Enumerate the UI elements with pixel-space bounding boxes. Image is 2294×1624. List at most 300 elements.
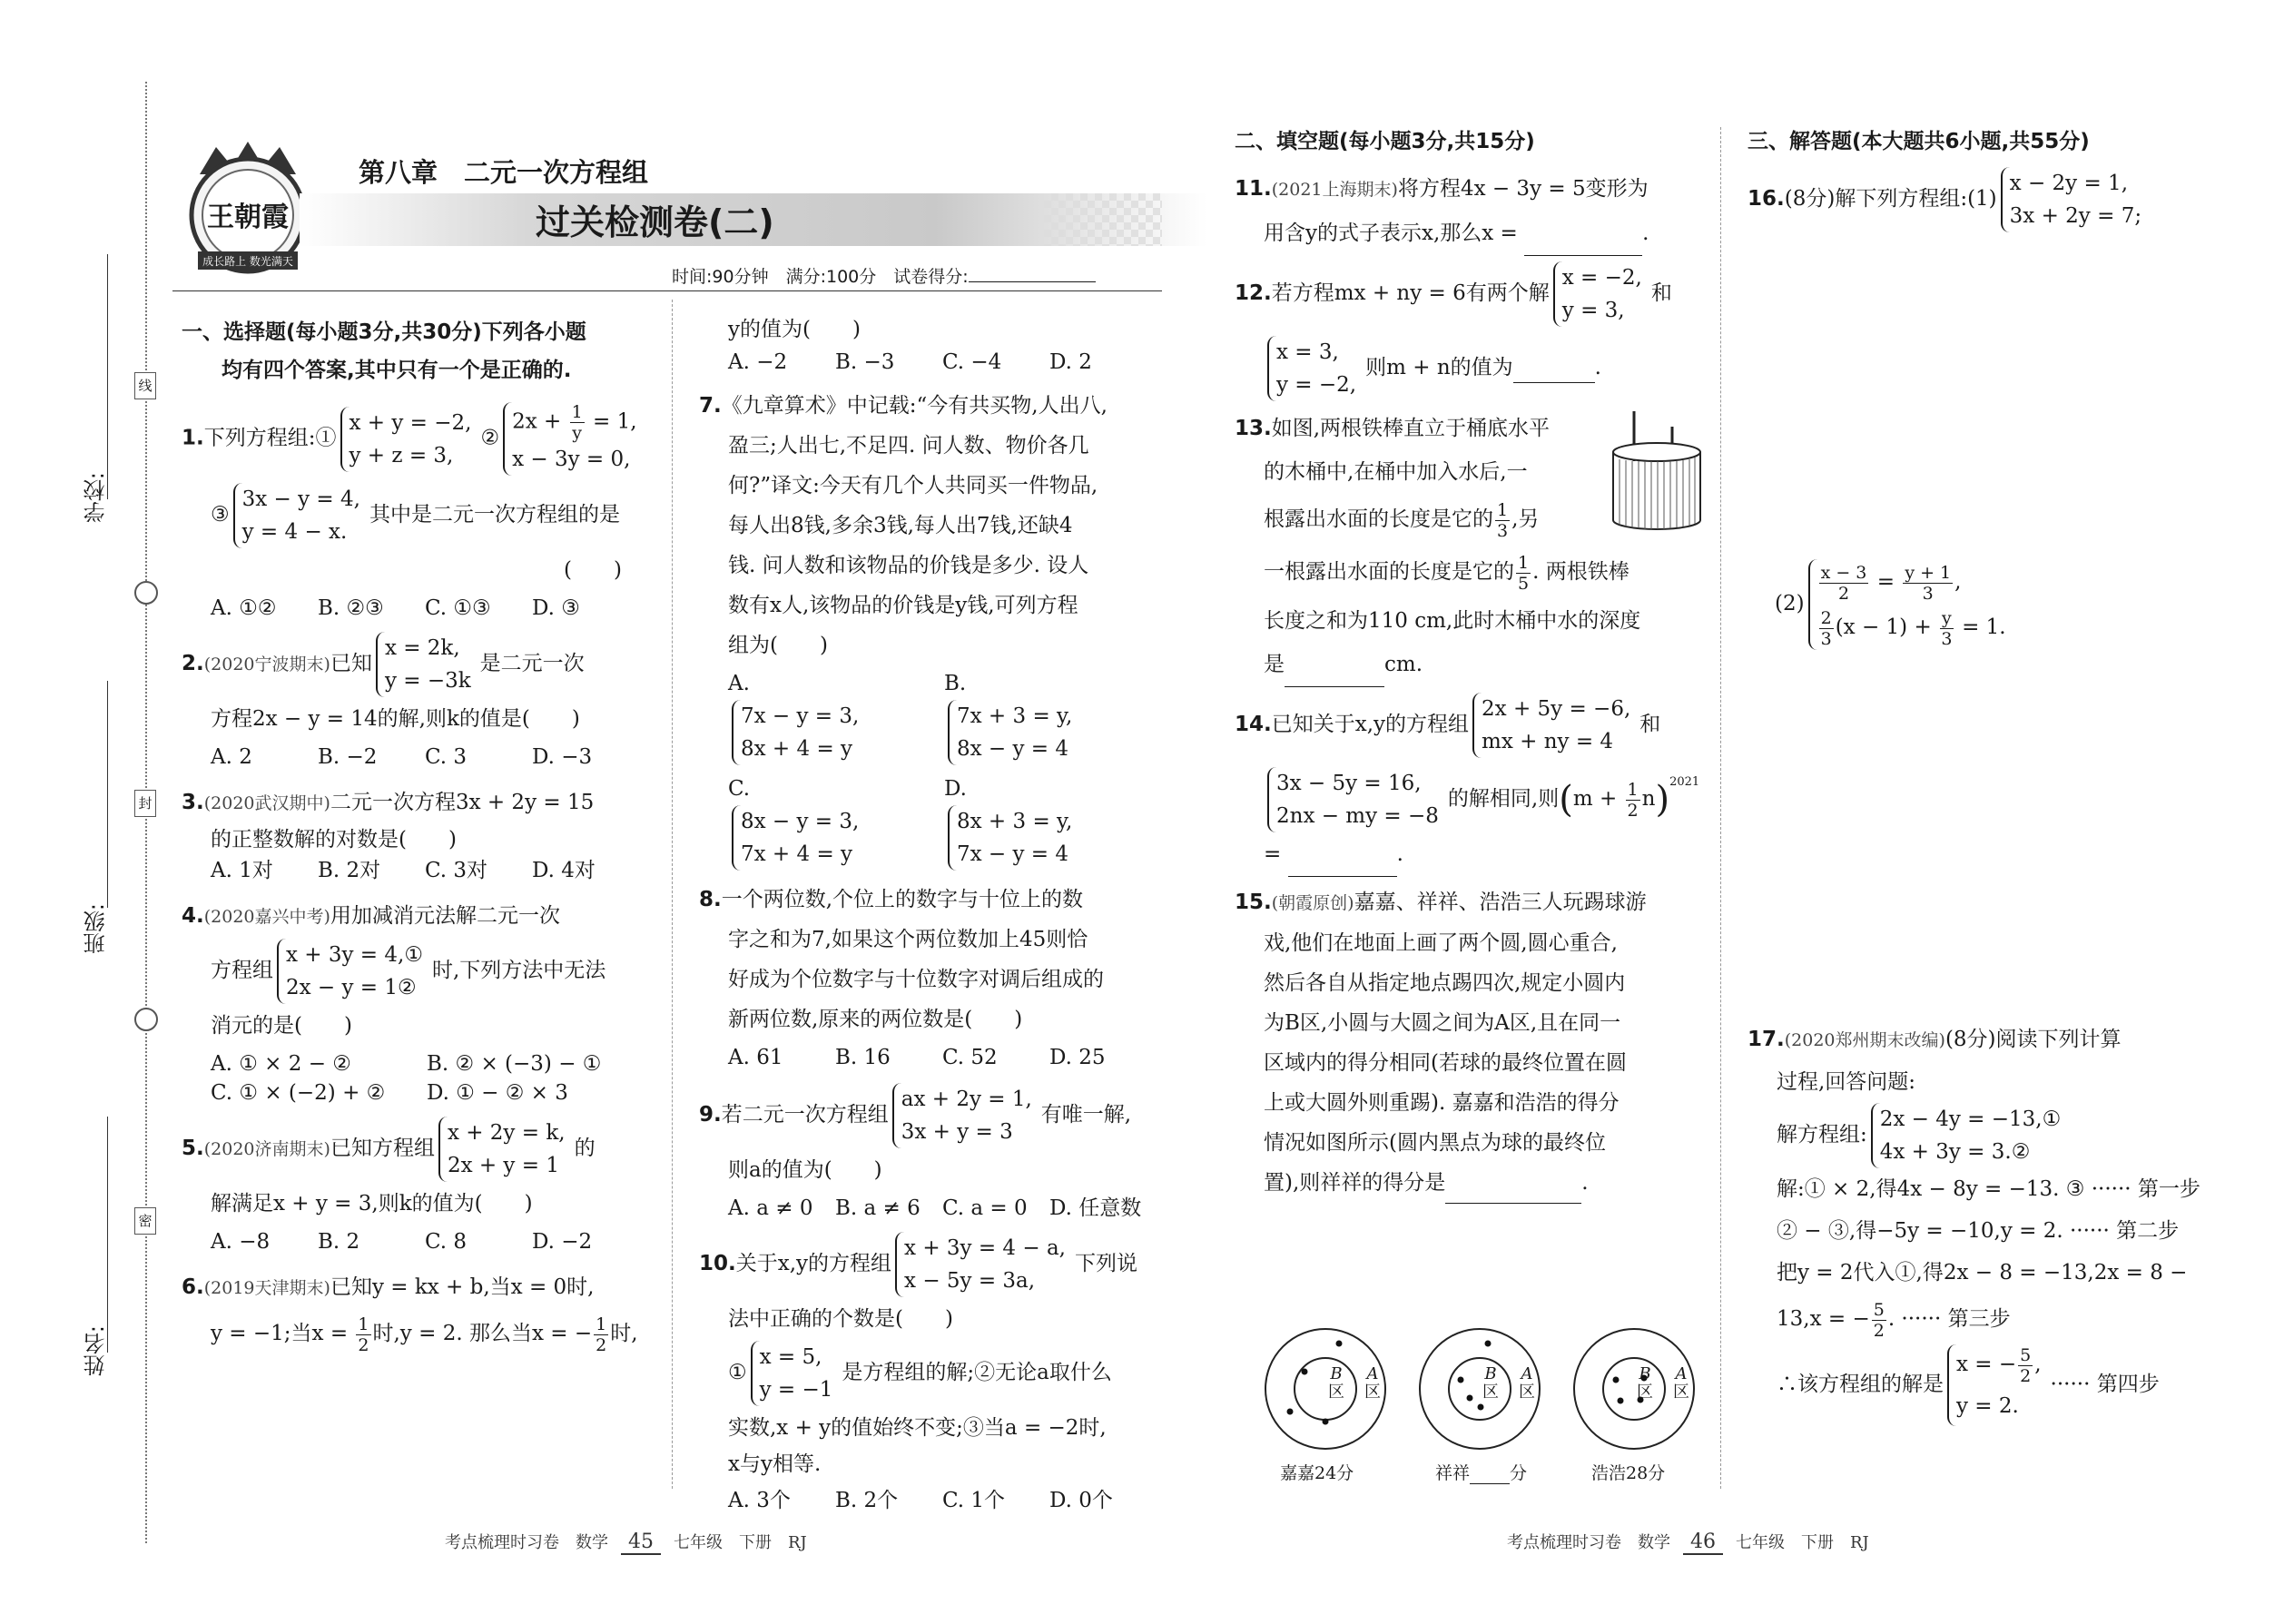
q2-source: (2020宁波期末) <box>203 655 330 674</box>
q16-system-1 <box>2001 167 2147 232</box>
question-15 <box>1235 882 1707 1204</box>
q1-option-b[interactable]: B. ②③ <box>318 596 384 620</box>
q12-sys1-eq2: y = 3, <box>1561 299 1625 322</box>
q7-line-4: 每人出8钱,多余3钱,每人出7钱,还缺4 <box>728 514 1073 537</box>
xiangxiang-name: 祥祥 <box>1435 1463 1471 1483</box>
xiangxiang-blank[interactable] <box>1470 1463 1510 1484</box>
q15-line-7: 情况如图所示(圆内黑点为球的最终位 <box>1264 1131 1606 1155</box>
q11-end: . <box>1642 221 1649 245</box>
q4-option-d[interactable]: D. ① − ② × 3 <box>427 1081 568 1105</box>
q12-sys2-eq1: x = 3, <box>1276 340 1339 364</box>
q11-text-a: 将方程4x − 3y = 5变形为 <box>1397 177 1649 201</box>
q3-option-b[interactable]: B. 2对 <box>318 859 381 882</box>
q17-step4a: ∴该方程组的解是 <box>1777 1372 1944 1396</box>
zone-b-label-3 <box>1637 1365 1653 1402</box>
q14-sys2-eq1: 3x − 5y = 16, <box>1276 772 1422 795</box>
q8-number: 8. <box>699 888 722 911</box>
q17-frac-2 <box>2018 1345 2033 1386</box>
q7-b-system <box>948 700 1178 765</box>
q12-system-2 <box>1267 336 1362 401</box>
q16-work-area-1[interactable] <box>1748 232 2220 559</box>
q9-option-d[interactable]: D. 任意数 <box>1049 1196 1142 1220</box>
q9-option-a[interactable]: A. a ≠ 0 <box>728 1196 813 1220</box>
q10-sys-eq2: x − 5y = 3a, <box>904 1269 1036 1293</box>
q16-frac-2 <box>1903 563 1953 604</box>
zone-b-char: 区 <box>1637 1383 1653 1402</box>
q12-end: . <box>1594 356 1601 379</box>
q3-number: 3. <box>182 791 204 814</box>
q17-system <box>1871 1103 2067 1168</box>
q14-expr-a: m + <box>1572 787 1624 811</box>
q3-option-c[interactable]: C. 3对 <box>425 859 488 882</box>
q13-f1-den: 3 <box>1497 520 1509 541</box>
chapter-title: 第八章 二元一次方程组 <box>359 157 649 188</box>
binding-hole-icon <box>134 581 158 605</box>
q4-source: (2020嘉兴中考) <box>203 907 330 927</box>
q16-f1-den: 2 <box>1837 583 1850 604</box>
q13-text-f: 是 <box>1264 653 1285 676</box>
footer-right-book: 考点梳理时习卷 数学 <box>1507 1533 1670 1552</box>
q6-f2-num: 1 <box>596 1314 607 1334</box>
q7-b-eq2: 8x − y = 4 <box>957 737 1069 761</box>
footer-right-grade: 七年级 下册 RJ <box>1736 1533 1869 1552</box>
q8-line-2: 字之和为7,如果这个两位数加上45则恰 <box>728 928 1088 951</box>
q17-step3c: . ······ 第三步 <box>1887 1307 2011 1331</box>
zone-a-label-1 <box>1364 1365 1381 1402</box>
q14-text-c: 的解相同,则 <box>1447 787 1560 811</box>
q1-text-b: 其中是二元一次方程组的是 <box>369 503 620 527</box>
xiangxiang-score <box>1435 1460 1527 1484</box>
q17-s4-num: 5 <box>2020 1344 2032 1365</box>
q2-options <box>182 743 658 772</box>
q6-text-b: y = −1;当x = <box>211 1322 355 1345</box>
q1-system-1 <box>340 407 478 472</box>
q10-text-f: x与y相等. <box>728 1452 822 1476</box>
q12-number: 12. <box>1235 281 1272 305</box>
zone-a-char: 区 <box>1673 1383 1689 1402</box>
q16-f4-den: 3 <box>1941 628 1953 649</box>
q10-options <box>699 1486 1171 1515</box>
q7-d-system <box>948 805 1178 871</box>
q7-line-2: 盈三;人出七,不足四. 问人数、物价各几 <box>728 434 1089 458</box>
question-14 <box>1235 693 1707 877</box>
q17-s4-y: y = 2. <box>1956 1393 2019 1418</box>
zone-b-char: 区 <box>1482 1383 1499 1402</box>
cut-mark-line: 线 <box>134 372 156 399</box>
q14-f-den: 2 <box>1627 800 1639 821</box>
q9-text-a: 若二元一次方程组 <box>721 1103 889 1127</box>
q1-sys3-eq2: y = 4 − x. <box>241 520 348 544</box>
q4-option-c[interactable]: C. ① × (−2) + ② <box>211 1081 386 1105</box>
question-3 <box>182 781 658 885</box>
zone-a-char: 区 <box>1519 1383 1535 1402</box>
question-17 <box>1748 1019 2220 1426</box>
q17-text-c: 解方程组: <box>1777 1123 1867 1147</box>
question-12 <box>1235 261 1707 401</box>
q7-line-7: 组为( ) <box>728 634 828 657</box>
q16-work-area-2[interactable] <box>1748 650 2220 1013</box>
q5-sys-eq1: x + 2y = k, <box>447 1121 566 1145</box>
q6-options <box>699 348 1171 377</box>
q7-a-label: A. <box>728 672 750 695</box>
q5-option-d[interactable]: D. −2 <box>532 1230 593 1254</box>
q13-text-g: cm. <box>1384 653 1423 676</box>
q1-sys3-eq1: 3x − y = 4, <box>241 487 360 511</box>
q8-option-b[interactable]: B. 16 <box>835 1046 891 1069</box>
q7-c-eq1: 8x − y = 3, <box>741 810 860 833</box>
q13-f1-num: 1 <box>1497 499 1509 520</box>
q2-sys-eq1: x = 2k, <box>384 636 460 660</box>
q7-option-c[interactable] <box>728 773 944 871</box>
question-11 <box>1235 167 1707 256</box>
q7-a-eq1: 7x − y = 3, <box>741 704 860 728</box>
q2-text-a: 已知 <box>330 652 372 675</box>
q9-option-b[interactable]: B. a ≠ 6 <box>835 1196 921 1220</box>
q10-text-a: 关于x,y的方程组 <box>735 1252 892 1275</box>
q11-answer-blank[interactable] <box>1524 212 1642 256</box>
q2-option-c[interactable]: C. 3 <box>425 745 468 769</box>
q7-options <box>699 667 1171 871</box>
q13-text-d: . 两根铁棒 <box>1532 560 1629 584</box>
q12-system-1 <box>1553 261 1648 327</box>
q4-sys-eq1: x + 3y = 4,① <box>286 943 423 967</box>
zone-b-letter: B <box>1330 1364 1343 1383</box>
q1-options <box>182 594 658 623</box>
q1-system-3 <box>233 483 366 548</box>
q13-line-2: 的木桶中,在桶中加入水后,一 <box>1264 460 1528 484</box>
q9-sys-eq2: 3x + y = 3 <box>901 1120 1013 1144</box>
q14-answer-blank[interactable] <box>1288 832 1397 877</box>
q7-number: 7. <box>699 394 722 418</box>
q7-d-eq1: 8x + 3 = y, <box>957 810 1073 833</box>
q1-option-d[interactable]: D. ③ <box>532 596 580 620</box>
q14-end: . <box>1396 842 1403 866</box>
footer-left-grade: 七年级 下册 RJ <box>674 1533 807 1552</box>
q9-system <box>892 1083 1038 1148</box>
q10-sys2-eq1: x = 5, <box>759 1345 822 1369</box>
q8-options <box>699 1041 1171 1074</box>
zone-a-letter: A <box>1521 1364 1533 1383</box>
q5-source: (2020济南期末) <box>203 1139 330 1159</box>
q17-text-b: 过程,回答问题: <box>1777 1070 1916 1094</box>
q7-option-a[interactable] <box>728 667 944 765</box>
q6-option-a[interactable]: A. −2 <box>728 350 788 374</box>
q5-options <box>182 1227 658 1256</box>
xiangxiang-unit: 分 <box>1510 1463 1528 1483</box>
q3-option-a[interactable]: A. 1对 <box>211 859 273 882</box>
q16-number: 16. <box>1748 187 1785 211</box>
zone-a-label-3 <box>1673 1365 1689 1402</box>
q17-s3-den: 2 <box>1873 1320 1885 1341</box>
q15-number: 15. <box>1235 891 1272 914</box>
q7-c-system <box>732 805 962 871</box>
q16-sys1-eq1: x − 2y = 1, <box>2009 172 2129 195</box>
q12-sys2-eq2: y = −2, <box>1276 373 1357 397</box>
q3-source: (2020武汉期中) <box>203 793 330 813</box>
q4-system <box>277 939 428 1004</box>
class-field-line <box>107 681 108 908</box>
section-2-title: 二、填空题(每小题3分,共15分) <box>1235 130 1535 153</box>
page-title: 过关检测卷(二) <box>536 202 774 242</box>
q16-f2-den: 3 <box>1922 583 1934 604</box>
q5-sys-eq2: 2x + y = 1 <box>447 1154 559 1177</box>
q17-text-a: (8分)阅读下列计算 <box>1944 1028 2122 1051</box>
q17-sys-eq2: 4x + 3y = 3.② <box>1879 1140 2031 1164</box>
question-8 <box>699 880 1171 1074</box>
q1-text: 下列方程组:① <box>203 426 337 450</box>
q1-sys2-b: = 1, <box>586 409 637 434</box>
q8-line-3: 好成为个位数字与十位数字对调后组成的 <box>728 968 1104 991</box>
q15-line-3: 然后各自从指定地点踢四次,规定小圆内 <box>1264 971 1626 995</box>
question-6 <box>182 1265 658 1357</box>
q10-option-c[interactable]: C. 1个 <box>942 1489 1006 1512</box>
zone-a-letter: A <box>1675 1364 1688 1383</box>
q7-a-eq2: 8x + 4 = y <box>741 737 853 761</box>
zone-a-letter: A <box>1366 1364 1379 1383</box>
question-9 <box>699 1083 1171 1223</box>
column-4 <box>1748 125 2220 1432</box>
q16-frac-3 <box>1819 608 1834 649</box>
q8-option-c[interactable]: C. 52 <box>942 1046 998 1069</box>
q17-source: (2020郑州期末改编) <box>1784 1030 1945 1050</box>
q7-option-b[interactable] <box>944 667 1160 765</box>
q15-line-2: 戏,他们在地面上画了两个圆,圆心重合, <box>1264 931 1618 955</box>
q15-answer-blank[interactable] <box>1445 1163 1581 1204</box>
q11-number: 11. <box>1235 177 1272 201</box>
q1-answer-bracket[interactable]: ( ) <box>564 558 622 582</box>
q17-step3b: 13,x = − <box>1777 1307 1870 1331</box>
zone-b-label-2 <box>1482 1365 1499 1402</box>
section-1-title-line2: 均有四个答案,其中只有一个是正确的. <box>222 359 572 382</box>
q8-option-a[interactable]: A. 61 <box>728 1046 783 1069</box>
q17-s4-den: 2 <box>2020 1365 2032 1386</box>
question-7 <box>699 386 1171 871</box>
q10-system <box>895 1232 1071 1297</box>
q8-option-d[interactable]: D. 25 <box>1049 1046 1106 1069</box>
q10-text-c: 法中正确的个数是( ) <box>728 1307 953 1331</box>
q10-option-d[interactable]: D. 0个 <box>1049 1489 1113 1512</box>
logo-slogan: 成长路上 数光满天 <box>202 255 293 268</box>
q14-frac <box>1626 780 1640 821</box>
q12-answer-blank[interactable] <box>1513 353 1595 383</box>
q14-sys1-eq1: 2x + 5y = −6, <box>1482 697 1631 721</box>
q13-text-c: 一根露出水面的长度是它的 <box>1264 560 1514 584</box>
q3-text-b: 的正整数解的对数是( ) <box>211 828 457 851</box>
logo-text: 王朝霞 <box>207 202 289 233</box>
jiajia-score: 嘉嘉24分 <box>1280 1463 1354 1483</box>
q17-s4-comma: , <box>2034 1353 2042 1376</box>
footer-left <box>445 1530 807 1555</box>
q6-option-b[interactable]: B. −3 <box>835 350 895 374</box>
q14-sys2-eq2: 2nx − my = −8 <box>1276 804 1439 828</box>
q7-c-eq2: 7x + 4 = y <box>741 842 853 866</box>
q1-number: 1. <box>182 426 204 450</box>
q7-c-label: C. <box>728 777 751 801</box>
q5-text-a: 已知方程组 <box>330 1137 435 1160</box>
q16-f2-num: y + 1 <box>1905 562 1952 583</box>
q7-b-eq1: 7x + 3 = y, <box>957 704 1073 728</box>
q15-source: (朝霞原创) <box>1271 893 1354 913</box>
q13-frac-1 <box>1495 500 1510 541</box>
q10-sys-eq1: x + 3y = 4 − a, <box>904 1236 1066 1260</box>
q4-option-b[interactable]: B. ② × (−3) − ① <box>427 1052 602 1076</box>
q7-d-label: D. <box>944 777 967 801</box>
score-blank[interactable] <box>969 281 1096 282</box>
q16-end: = 1. <box>1954 615 2006 639</box>
q16-system-2 <box>1808 559 2012 650</box>
q13-number: 13. <box>1235 417 1272 440</box>
question-2 <box>182 632 658 772</box>
q14-system-1 <box>1472 693 1636 758</box>
q13-text-b: ,另 <box>1511 507 1540 531</box>
q10-system-2 <box>751 1341 839 1406</box>
column-3 <box>1235 125 1707 1209</box>
q5-option-c[interactable]: C. 8 <box>425 1230 468 1254</box>
barrel-figure <box>1607 407 1707 534</box>
zone-a-label-2 <box>1519 1365 1535 1402</box>
q15-line-5: 区域内的得分相同(若球的最终位置在圆 <box>1264 1051 1627 1075</box>
q2-sys-eq2: y = −3k <box>384 669 471 693</box>
q14-exponent: 2021 <box>1669 775 1700 789</box>
logo-badge <box>180 138 316 274</box>
q10-option-b[interactable]: B. 2个 <box>835 1489 899 1512</box>
q8-line-1: 一个两位数,个位上的数字与十位上的数 <box>721 888 1084 911</box>
q4-options <box>182 1049 658 1107</box>
q5-text-c: 解满足x + y = 3,则k的值为( ) <box>211 1192 533 1216</box>
q1-frac-den: y <box>572 423 582 443</box>
q5-number: 5. <box>182 1137 204 1160</box>
q16-f3-den: 3 <box>1820 628 1832 649</box>
q7-line-3: 何?”译文:今天有几个人共同买一件物品, <box>728 474 1098 497</box>
q2-option-a[interactable]: A. 2 <box>211 745 252 769</box>
q16-frac-4 <box>1940 608 1954 649</box>
q9-options <box>699 1194 1171 1223</box>
q1-sys1-eq1: x + y = −2, <box>349 410 472 435</box>
q1-circ3: ③ <box>211 503 230 527</box>
q6-text-c: 时,y = 2. 那么当x = − <box>372 1322 593 1345</box>
q17-sys-eq1: 2x − 4y = −13,① <box>1879 1107 2062 1131</box>
q14-f-num: 1 <box>1627 779 1639 800</box>
q16-comma: , <box>1954 570 1962 594</box>
q1-sys2-eq2: x − 3y = 0, <box>512 448 631 471</box>
q14-number: 14. <box>1235 713 1272 736</box>
q6-option-d[interactable]: D. 2 <box>1049 350 1092 374</box>
zone-b-char: 区 <box>1328 1383 1344 1402</box>
q1-option-c[interactable]: C. ①③ <box>425 596 491 620</box>
q4-option-a[interactable]: A. ① × 2 − ② <box>211 1052 351 1076</box>
q4-text-c: 时,下列方法中无法 <box>431 959 606 982</box>
q3-text-a: 二元一次方程3x + 2y = 15 <box>330 791 595 814</box>
q9-sys-eq1: ax + 2y = 1, <box>901 1088 1032 1111</box>
section-1-title <box>182 313 658 389</box>
q10-sys2-eq2: y = −1 <box>759 1378 833 1402</box>
school-label: 学校: <box>84 472 109 524</box>
school-field-line <box>107 254 108 499</box>
question-1 <box>182 402 658 623</box>
zone-b-letter: B <box>1484 1364 1497 1383</box>
q2-option-d[interactable]: D. −3 <box>532 745 593 769</box>
q1-circ2: ② <box>480 426 500 450</box>
q6-option-c[interactable]: C. −4 <box>942 350 1002 374</box>
q2-system <box>376 632 477 697</box>
q16-f4-num: y <box>1942 607 1952 628</box>
q9-number: 9. <box>699 1103 722 1127</box>
q17-number: 17. <box>1748 1028 1785 1051</box>
q12-text-a: 若方程mx + ny = 6有两个解 <box>1271 281 1550 305</box>
q10-text-e: 实数,x + y的值始终不变;③当a = −2时, <box>728 1416 1107 1440</box>
q16-part2-label: (2) <box>1775 592 1805 615</box>
q14-expr-b: n <box>1641 787 1656 811</box>
q1-sys2-a: 2x + <box>512 409 568 434</box>
q1-option-a[interactable]: A. ①② <box>211 596 277 620</box>
q13-f2-den: 5 <box>1518 573 1530 594</box>
q7-line-5: 钱. 问人数和该物品的价钱是多少. 设人 <box>728 554 1089 577</box>
column-2 <box>699 313 1171 1524</box>
zone-b-letter: B <box>1639 1364 1651 1383</box>
cut-mark-secret: 密 <box>134 1207 156 1235</box>
q7-option-d[interactable] <box>944 773 1160 871</box>
name-label: 姓名: <box>84 1325 109 1377</box>
q15-line-1: 嘉嘉、祥祥、浩浩三人玩踢球游 <box>1354 891 1647 914</box>
footer-right-page: 46 <box>1683 1530 1723 1555</box>
question-13 <box>1235 407 1707 687</box>
q16-frac-1 <box>1819 563 1869 604</box>
q12-text-b: 和 <box>1650 281 1672 305</box>
title-checker <box>1044 193 1162 246</box>
q1-system-2 <box>503 402 642 476</box>
q10-circ1: ① <box>728 1361 747 1384</box>
q3-option-d[interactable]: D. 4对 <box>532 859 596 882</box>
column-divider-2 <box>1720 127 1721 1489</box>
haohao-score: 浩浩28分 <box>1591 1463 1666 1483</box>
q14-text-d: = <box>1264 842 1288 866</box>
q5-option-a[interactable]: A. −8 <box>211 1230 271 1254</box>
q13-answer-blank[interactable] <box>1285 643 1384 687</box>
q13-frac-2 <box>1516 553 1531 594</box>
q9-option-c[interactable]: C. a = 0 <box>942 1196 1028 1220</box>
q1-frac-num: 1 <box>571 402 583 422</box>
q17-s4-x: x = − <box>1956 1353 2017 1376</box>
question-16 <box>1748 167 2220 1013</box>
q17-step1: 解:① × 2,得4x − 8y = −13. ③ ······ 第一步 <box>1777 1177 2200 1201</box>
column-1 <box>182 313 658 1363</box>
q6-text-d: 时, <box>610 1322 638 1345</box>
q10-text-d: 是方程组的解;②无论a取什么 <box>842 1361 1112 1384</box>
q14-paren-close: ) <box>1655 779 1670 821</box>
name-field-line <box>107 1117 108 1353</box>
q4-text-d: 消元的是( ) <box>211 1014 352 1038</box>
q5-text-b: 的 <box>574 1137 596 1160</box>
zone-a-char: 区 <box>1364 1383 1381 1402</box>
q11-source: (2021上海期末) <box>1271 180 1398 200</box>
q4-number: 4. <box>182 904 204 928</box>
question-4 <box>182 894 658 1107</box>
q4-sys-eq2: 2x − y = 1② <box>286 976 417 999</box>
q15-end: . <box>1581 1171 1589 1195</box>
q6-text-a: 已知y = kx + b,当x = 0时, <box>330 1275 595 1299</box>
q16-text-a: (8分)解下列方程组:(1) <box>1784 187 1997 211</box>
q16-f3-num: 2 <box>1820 607 1832 628</box>
q1-sys1-eq2: y + z = 3, <box>349 443 454 468</box>
q14-text-b: 和 <box>1639 713 1661 736</box>
q10-option-a[interactable]: A. 3个 <box>728 1489 791 1512</box>
q16-f1-num: x − 3 <box>1820 562 1867 583</box>
q4-text-b: 方程组 <box>211 959 273 982</box>
q5-option-b[interactable]: B. 2 <box>318 1230 360 1254</box>
q2-option-b[interactable]: B. −2 <box>318 745 378 769</box>
section-1-title-line1: 一、选择题(每小题3分,共30分)下列各小题 <box>182 320 586 344</box>
q14-system-2 <box>1267 767 1444 832</box>
